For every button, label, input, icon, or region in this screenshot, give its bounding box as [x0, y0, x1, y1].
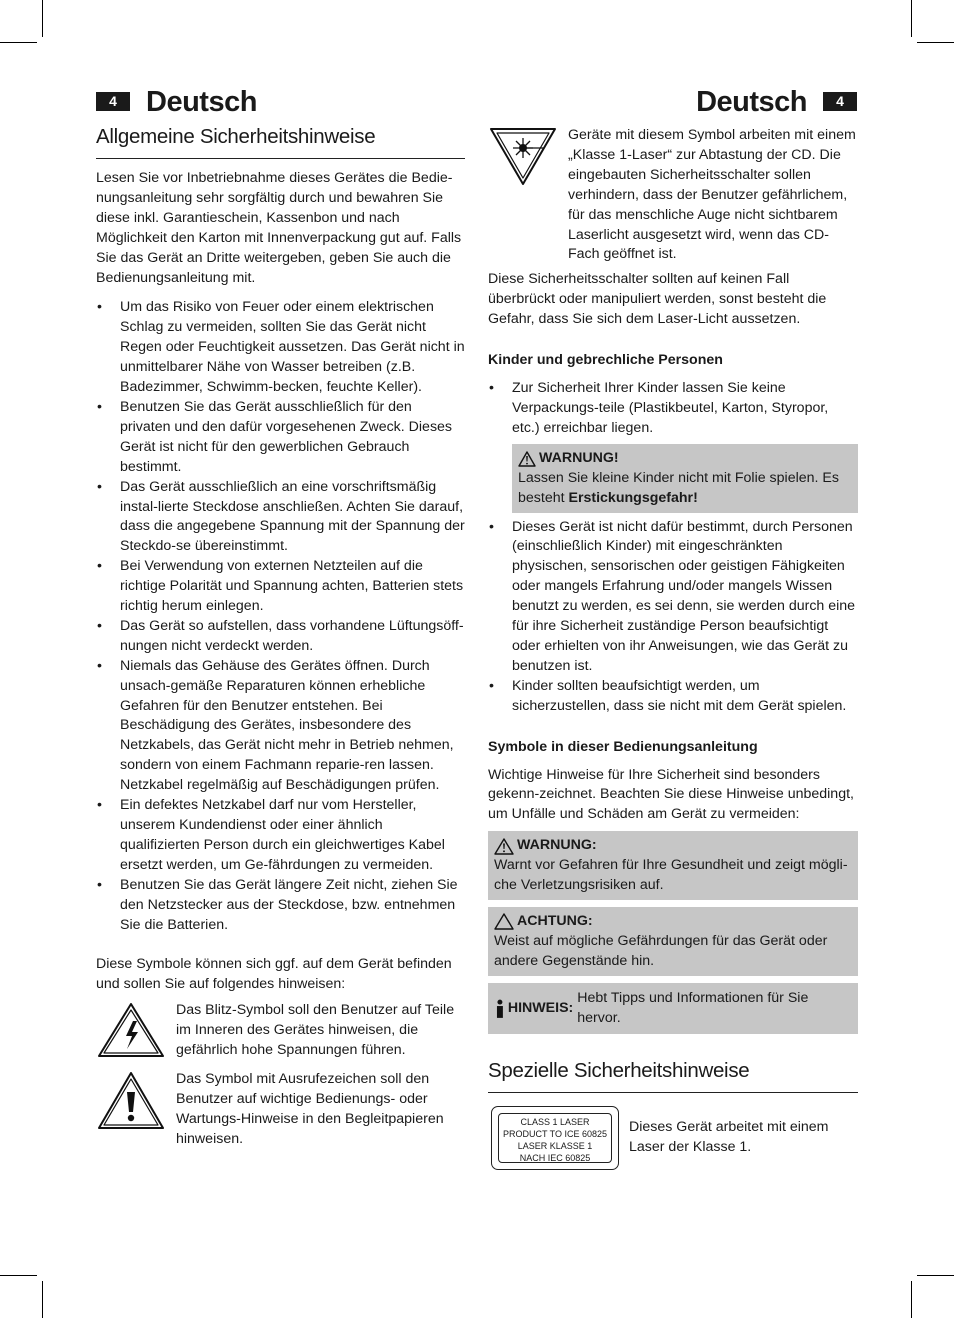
list-item: • Benutzen Sie das Gerät längere Zeit nicht, ziehen Sie den Netzstecker aus der Steckdose, bzw. entnehmen Sie die Batterien. — [96, 876, 465, 936]
list-item: • Um das Risiko von Feuer oder einem elektrischen Schlag zu vermeiden, sollten Sie das Gerät nicht Regen oder Feuchtigkeit aussetzen. Das Gerät nicht in unmittelbarer Nähe von Wasser betreiben (z.B. Badezimmer, Schwimm-becken, feuchte Keller). — [96, 298, 465, 398]
laser-class-label — [491, 1106, 619, 1170]
crop-mark — [917, 1275, 954, 1276]
list-item: • Benutzen Sie das Gerät ausschließlich für den privaten und den dafür vorgesehenen Zweck. Dieses Gerät ist nicht für den gewerblichen Gebrauch bestimmt. — [96, 398, 465, 478]
section-title-general-safety: Allgemeine Sicherheitshinweise — [96, 124, 465, 159]
kids-warning-text — [518, 469, 852, 509]
kids-warning-body: Lassen Sie kleine Kinder nicht mit Folie spielen. Es besteht — [518, 469, 839, 506]
symbols-intro-paragraph: Diese Symbole können sich ggf. auf dem Gerät befinden und sollen Sie auf folgendes hinweisen: — [96, 956, 452, 993]
crop-mark — [42, 1281, 43, 1318]
kids-warning-label: WARNUNG! — [539, 449, 619, 466]
left-page-number: 4 — [96, 92, 130, 111]
right-column — [488, 126, 858, 1170]
exclamation-symbol-text: Das Symbol mit Ausrufezeichen soll den Benutzer auf wichtige Bedienungs- oder Wartungs-Hinweise in den Begleitpapieren hinweisen. — [176, 1071, 444, 1147]
kids-bullet-list-2 — [488, 518, 858, 717]
lightning-symbol-row — [96, 1001, 465, 1066]
warning-triangle-icon — [494, 838, 514, 855]
lightning-symbol-text: Das Blitz-Symbol soll den Benutzer auf Teile im Inneren des Gerätes hinweisen, die gefährlich hohe Spannungen führen. — [176, 1002, 455, 1059]
laser-class-text: Dieses Gerät arbeitet mit einem Laser der Klasse 1. — [629, 1118, 829, 1155]
laser-symbol-text: Geräte mit diesem Symbol arbeiten mit einem „Klasse 1-Laser“ zur Abtastung der CD. Die eingebauten Sicherheitsschalter sollen verhindern, dass der Benutzer gefährlichem, für das menschliche Auge nicht sichtbarem Laserlicht ausgesetzt wird, wenn das CD-Fach geöffnet ist. — [568, 127, 856, 263]
warning-triangle-icon — [518, 451, 536, 467]
symbols-heading: Symbole in dieser Bedienungsanleitung — [488, 738, 758, 755]
caution-label: ACHTUNG: — [517, 913, 593, 929]
laser-label-line: PRODUCT TO ICE 60825 — [502, 1128, 608, 1139]
right-language-heading: Deutsch — [696, 86, 807, 118]
crop-mark — [917, 42, 954, 43]
list-item: • Zur Sicherheit Ihrer Kinder lassen Sie keine Verpackungs-teile (Plastikbeutel, Karton, Styropor, etc.) erreichbar liegen. — [488, 379, 858, 439]
warning-label: WARNUNG: — [517, 837, 597, 854]
kids-bullet-list — [488, 379, 858, 439]
crop-mark — [0, 1275, 37, 1276]
symbols-paragraph: Wichtige Hinweise für Ihre Sicherheit sind besonders gekenn-zeichnet. Beachten Sie diese Hinweise unbedingt, um Unfälle und Schäden am Gerät zu vermeiden: — [488, 766, 854, 823]
list-item: • Ein defektes Netzkabel darf nur vom Hersteller, unserem Kundendienst oder einer ähnlich qualifizierten Person durch ein gleichwertiges Kabel ersetzt werden, um Ge-fährdungen zu vermeiden. — [96, 796, 465, 876]
list-item: • Niemals das Gehäuse des Gerätes öffnen. Durch unsach-gemäße Reparaturen können erhebliche Gefahren für den Benutzer entstehen. Bei Beschädigung des Gerätes, insbesondere des Netzkabels, das Gerät nicht mehr in Betrieb nehmen, sondern von einem Fachmann reparie-ren lassen. Netzkabel regelmäßig auf Beschädigungen prüfen. — [96, 657, 465, 796]
hint-label: HINWEIS: — [507, 999, 574, 1016]
kids-warning-emphasis: Erstickungsgefahr! — [568, 489, 698, 506]
list-item: • Bei Verwendung von externen Netzteilen auf die richtige Polarität und Spannung achten, Batterien stets richtig herum einlegen. — [96, 557, 465, 617]
intro-paragraph: Lesen Sie vor Inbetriebnahme dieses Gerätes die Bedie-nungsanleitung sehr sorgfältig durch und bewahren Sie diese inkl. Garantieschein, Kassenbon und nach Möglichkeit den Karton mit Innenverpackung gut auf. Falls Sie das Gerät an Dritte weitergeben, geben Sie auch die Bedienungsanleitung mit. — [96, 170, 462, 286]
list-item: • Dieses Gerät ist nicht dafür bestimmt, durch Personen (einschließlich Kinder) mit eingeschränkten physischen, sensorischen oder geistigen Fähigkeiten oder mangels Erfahrung und/oder mangels Wissen benutzt zu werden, es sei denn, sie werden durch eine für ihre Sicherheit zuständige Person beaufsichtigt oder erhielten von ihr Anweisungen, wie das Gerät zu benutzen ist. — [488, 518, 858, 677]
exclamation-symbol-row — [96, 1070, 465, 1150]
hint-box — [488, 983, 858, 1034]
caution-triangle-icon — [494, 913, 514, 930]
laser-label-line: CLASS 1 LASER — [520, 1116, 590, 1127]
caution-box — [488, 907, 858, 976]
safety-bullet-list — [96, 298, 465, 935]
left-language-heading: Deutsch — [146, 86, 257, 118]
left-column — [96, 124, 465, 1150]
lightning-warning-icon — [96, 1001, 176, 1066]
laser-label-line: NACH IEC 60825 — [519, 1152, 591, 1163]
crop-mark — [911, 0, 912, 37]
crop-mark — [911, 1281, 912, 1318]
exclamation-warning-icon — [96, 1070, 176, 1150]
hint-text: Hebt Tipps und Informationen für Sie hervor. — [577, 989, 809, 1026]
kids-warning-box — [512, 444, 858, 513]
list-item: • Das Gerät so aufstellen, dass vorhandene Lüftungsöff-nungen nicht verdeckt werden. — [96, 617, 465, 657]
list-item: • Das Gerät ausschließlich an eine vorschriftsmäßig instal-lierte Steckdose anschließen. Achten Sie darauf, dass die angegebene Spannung mit der Spannung der Steckdo-se übereinstimmt. — [96, 478, 465, 558]
warning-box — [488, 831, 858, 900]
warning-text: Warnt vor Gefahren für Ihre Gesundheit und zeigt mögli-che Verletzungsrisiken auf. — [494, 857, 848, 894]
crop-mark — [0, 42, 37, 43]
laser-switch-paragraph: Diese Sicherheitsschalter sollten auf keinen Fall überbrückt oder manipuliert werden, sonst besteht die Gefahr, dass Sie sich dem Laser-Licht aussetzen. — [488, 271, 827, 328]
laser-warning-icon — [488, 126, 568, 265]
laser-label-line: LASER KLASSE 1 — [517, 1140, 593, 1151]
laser-class-row — [488, 1106, 858, 1170]
section-title-special-safety: Spezielle Sicherheitshinweise — [488, 1058, 858, 1093]
crop-mark — [42, 0, 43, 37]
info-icon — [494, 999, 506, 1019]
caution-text: Weist auf mögliche Gefährdungen für das Gerät oder andere Gegenstände hin. — [494, 932, 828, 969]
list-item: • Kinder sollten beaufsichtigt werden, um sicherzustellen, dass sie nicht mit dem Gerät spielen. — [488, 677, 858, 717]
laser-symbol-row — [488, 126, 858, 265]
kids-heading: Kinder und gebrechliche Personen — [488, 352, 723, 369]
right-page-number: 4 — [823, 92, 857, 111]
